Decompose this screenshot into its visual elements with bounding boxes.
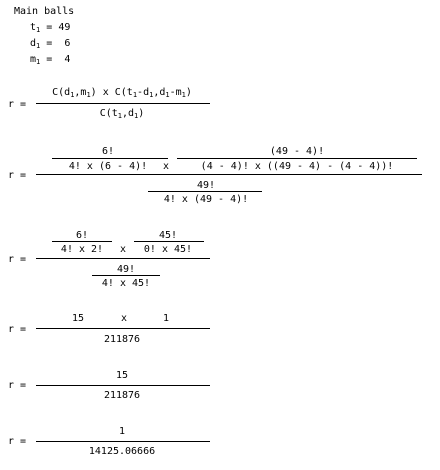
step3-c-line (92, 275, 160, 276)
step3-a-numerator: 6! (75, 230, 89, 241)
step2-multiply: x (163, 161, 170, 172)
step5-denominator: 211876 (103, 390, 141, 401)
step2-c-numerator: 49! (196, 180, 216, 191)
step5-fraction-line (36, 385, 210, 386)
step2-main-line (36, 174, 422, 175)
step2-b-denominator: (4 - 4)! x ((49 - 4) - (4 - 4))! (200, 161, 394, 172)
param-d1: $d_1 = 6$ (30, 38, 71, 50)
param-t1: $t_1 = 49$ (30, 22, 71, 34)
step1-denominator: $C(t_1,d_1)$ (99, 108, 145, 120)
step3-a-denominator: 4! x 2! (60, 244, 104, 255)
step1-fraction-line (36, 103, 210, 104)
step6-numerator: 1 (118, 426, 126, 437)
step4-fraction-line (36, 328, 210, 329)
step3-b-denominator: 0! x 45! (143, 244, 193, 255)
step2-a-line (52, 158, 168, 159)
r-label-6: r = (8, 436, 27, 447)
r-label-5: r = (8, 380, 27, 391)
r-label-1: r = (8, 99, 27, 110)
step3-c-denominator: 4! x 45! (101, 278, 151, 289)
step4-numerator-right: 1 (162, 313, 170, 324)
step2-c-line (148, 191, 262, 192)
step3-multiply: x (120, 244, 127, 255)
step3-c-numerator: 49! (116, 264, 136, 275)
step6-fraction-line (36, 441, 210, 442)
step3-main-line (36, 258, 210, 259)
step6-denominator: 14125.06666 (88, 446, 156, 457)
step4-numerator-left: 15 (71, 313, 85, 324)
step5-numerator: 15 (115, 370, 129, 381)
step4-denominator: 211876 (103, 334, 141, 345)
section-title: Main balls (14, 6, 75, 17)
step2-a-denominator: 4! x (6 - 4)! (68, 161, 148, 172)
r-label-4: r = (8, 324, 27, 335)
step2-b-numerator: (49 - 4)! (269, 146, 325, 157)
r-label-3: r = (8, 254, 27, 265)
step3-b-numerator: 45! (158, 230, 178, 241)
step3-a-line (52, 241, 112, 242)
r-label-2: r = (8, 170, 27, 181)
step2-b-line (177, 158, 417, 159)
param-m1: $m_1 = 4$ (30, 54, 71, 66)
step2-c-denominator: 4! x (49 - 4)! (163, 194, 249, 205)
step4-multiply: x (120, 313, 128, 324)
step1-numerator: $C(d_1,m_1)$ x $C(t_1-d_1,d_1-m_1)$ (52, 87, 192, 99)
step2-a-numerator: 6! (101, 146, 115, 157)
step3-b-line (134, 241, 204, 242)
